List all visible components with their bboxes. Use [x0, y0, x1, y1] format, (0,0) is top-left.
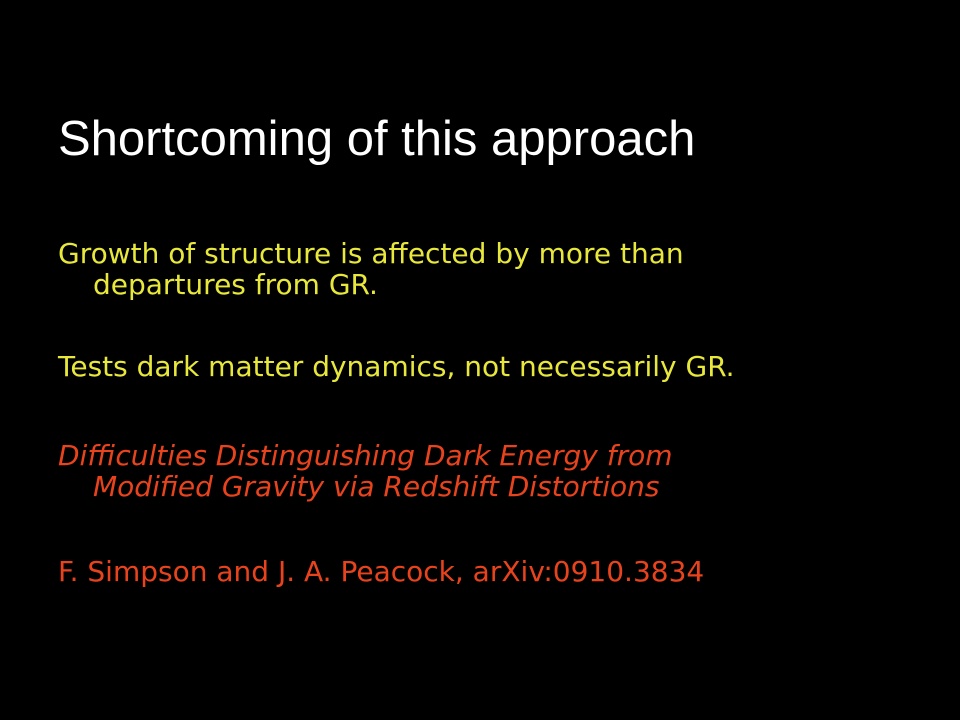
paper-authors-arxiv: [58, 556, 704, 587]
slide-title: Shortcoming of this approach: [58, 112, 696, 166]
text-line: Tests dark matter dynamics, not necessarily GR.: [58, 350, 735, 383]
text-line: Growth of structure is affected by more than: [58, 237, 684, 270]
text-line: Difficulties Distinguishing Dark Energy from: [58, 439, 673, 472]
text-line: departures from GR.: [93, 268, 378, 301]
bullet-growth-of-structure: [58, 238, 684, 300]
text-line: Modified Gravity via Redshift Distortions: [93, 470, 660, 503]
paper-title-citation: [58, 440, 673, 502]
bullet-tests-dark-matter: [58, 351, 735, 382]
text-line: F. Simpson and J. A. Peacock, arXiv:0910.3834: [58, 555, 705, 588]
